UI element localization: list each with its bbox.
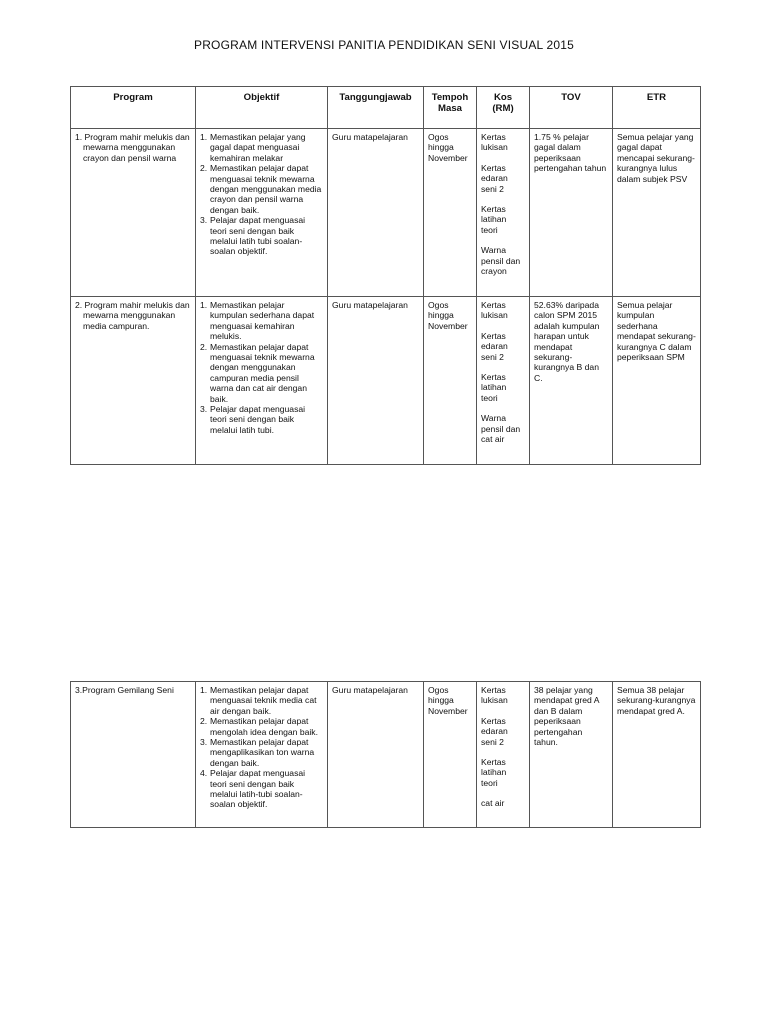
objective-number: 2. <box>200 716 208 727</box>
objective-item <box>200 215 323 257</box>
program-cell: 3.Program Gemilang Seni <box>71 682 196 828</box>
objective-text: Pelajar dapat menguasai teori seni dengan baik melalui latih tubi. <box>210 404 306 435</box>
objective-item <box>200 737 323 768</box>
tov-cell: 52.63% daripada calon SPM 2015 adalah kumpulan harapan untuk mendapat sekurang-kurangnya B dan C. <box>530 297 613 465</box>
header-program: Program <box>71 87 196 129</box>
kos-item: Warna pensil dan cat air <box>481 413 521 445</box>
header-kos-line1: Kos <box>493 92 513 103</box>
objektif-cell <box>196 682 328 828</box>
objective-text: Memastikan pelajar dapat menguasai teknik mewarna dengan menggunakan campuran media pensil warna dan cat air dengan baik. <box>210 341 315 404</box>
intervention-table <box>70 86 701 465</box>
objective-number: 2. <box>200 163 208 174</box>
table-header-row <box>71 87 701 129</box>
intervention-table-continued <box>70 681 701 828</box>
kos-item: cat air <box>481 798 505 809</box>
tempoh-cell: Ogos hingga November <box>424 297 477 465</box>
program-cell: 2. Program mahir melukis dan mewarna menggunakan media campuran. <box>71 297 196 465</box>
objective-text: Pelajar dapat menguasai teori seni dengan baik melalui latih-tubi soalan-soalan objektif. <box>210 768 306 810</box>
kos-item: Kertas latihan teori <box>481 372 507 403</box>
table-row <box>71 682 701 828</box>
header-kos <box>477 87 530 129</box>
header-tov: TOV <box>530 87 613 129</box>
header-tanggungjawab: Tanggungjawab <box>328 87 424 129</box>
objective-item <box>200 342 323 404</box>
kos-item: Kertas latihan teori <box>481 204 507 235</box>
objective-text: Memastikan pelajar yang gagal dapat menguasai kemahiran melakar <box>210 132 306 163</box>
kos-cell <box>477 682 530 828</box>
objective-item <box>200 768 323 810</box>
tanggungjawab-cell: Guru matapelajaran <box>328 682 424 828</box>
header-tempoh <box>424 87 477 129</box>
objective-text: Memastikan pelajar kumpulan sederhana dapat menguasai kemahiran melukis. <box>210 300 315 342</box>
objective-text: Memastikan pelajar dapat menguasai teknik media cat air dengan baik. <box>210 685 317 716</box>
kos-item: Kertas lukisan <box>481 132 508 153</box>
objective-number: 3. <box>200 215 208 226</box>
tempoh-cell: Ogos hingga November <box>424 129 477 297</box>
objective-number: 3. <box>200 404 208 415</box>
objektif-cell <box>196 129 328 297</box>
table-row <box>71 129 701 297</box>
objective-text: Memastikan pelajar dapat mengaplikasikan ton warna dengan baik. <box>210 737 315 768</box>
kos-item: Kertas edaran seni 2 <box>481 162 508 194</box>
objective-number: 2. <box>200 341 208 352</box>
objective-item <box>200 300 323 342</box>
objective-text: Pelajar dapat menguasai teori seni dengan baik melalui latih tubi soalan-soalan objektif. <box>210 215 306 257</box>
kos-item: Kertas latihan teori <box>481 757 507 788</box>
tov-cell: 1.75 % pelajar gagal dalam peperiksaan pertengahan tahun <box>530 129 613 297</box>
objective-number: 3. <box>200 737 208 748</box>
objective-item <box>200 685 323 716</box>
tanggungjawab-cell: Guru matapelajaran <box>328 297 424 465</box>
objektif-cell <box>196 297 328 465</box>
header-tempoh-line2: Masa <box>438 103 462 114</box>
header-kos-line2: (RM) <box>492 103 514 114</box>
tempoh-cell: Ogos hingga November <box>424 682 477 828</box>
program-cell: 1. Program mahir melukis dan mewarna menggunakan crayon dan pensil warna <box>71 129 196 297</box>
header-tempoh-line1: Tempoh <box>431 92 469 103</box>
objective-text: Memastikan pelajar dapat mengolah idea dengan baik. <box>210 716 318 737</box>
etr-cell: Semua 38 pelajar sekurang-kurangnya mendapat gred A. <box>613 682 701 828</box>
kos-item: Kertas edaran seni 2 <box>481 330 508 362</box>
header-objektif: Objektif <box>196 87 328 129</box>
objective-text: Memastikan pelajar dapat menguasai teknik mewarna dengan menggunakan media crayon dan pensil warna dengan baik. <box>210 163 322 215</box>
objective-item <box>200 132 323 163</box>
kos-item: Kertas edaran seni 2 <box>481 715 508 747</box>
objective-item <box>200 163 323 215</box>
objective-number: 1. <box>200 300 208 310</box>
kos-item: Kertas lukisan <box>481 685 508 706</box>
objective-number: 1. <box>200 685 208 695</box>
kos-cell <box>477 297 530 465</box>
kos-item: Kertas lukisan <box>481 300 508 321</box>
kos-cell <box>477 129 530 297</box>
objective-item <box>200 716 323 737</box>
header-etr: ETR <box>613 87 701 129</box>
etr-cell: Semua pelajar yang gagal dapat mencapai sekurang-kurangnya lulus dalam subjek PSV <box>613 129 701 297</box>
table-row <box>71 297 701 465</box>
objective-number: 4. <box>200 768 208 779</box>
objective-item <box>200 404 323 435</box>
etr-cell: Semua pelajar kumpulan sederhana mendapat sekurang-kurangnya C dalam peperiksaan SPM <box>613 297 701 465</box>
kos-item: Warna pensil dan crayon <box>481 245 521 277</box>
document-title: PROGRAM INTERVENSI PANITIA PENDIDIKAN SENI VISUAL 2015 <box>193 38 575 52</box>
tov-cell: 38 pelajar yang mendapat gred A dan B dalam peperiksaan pertengahan tahun. <box>530 682 613 828</box>
tanggungjawab-cell: Guru matapelajaran <box>328 129 424 297</box>
objective-number: 1. <box>200 132 208 142</box>
